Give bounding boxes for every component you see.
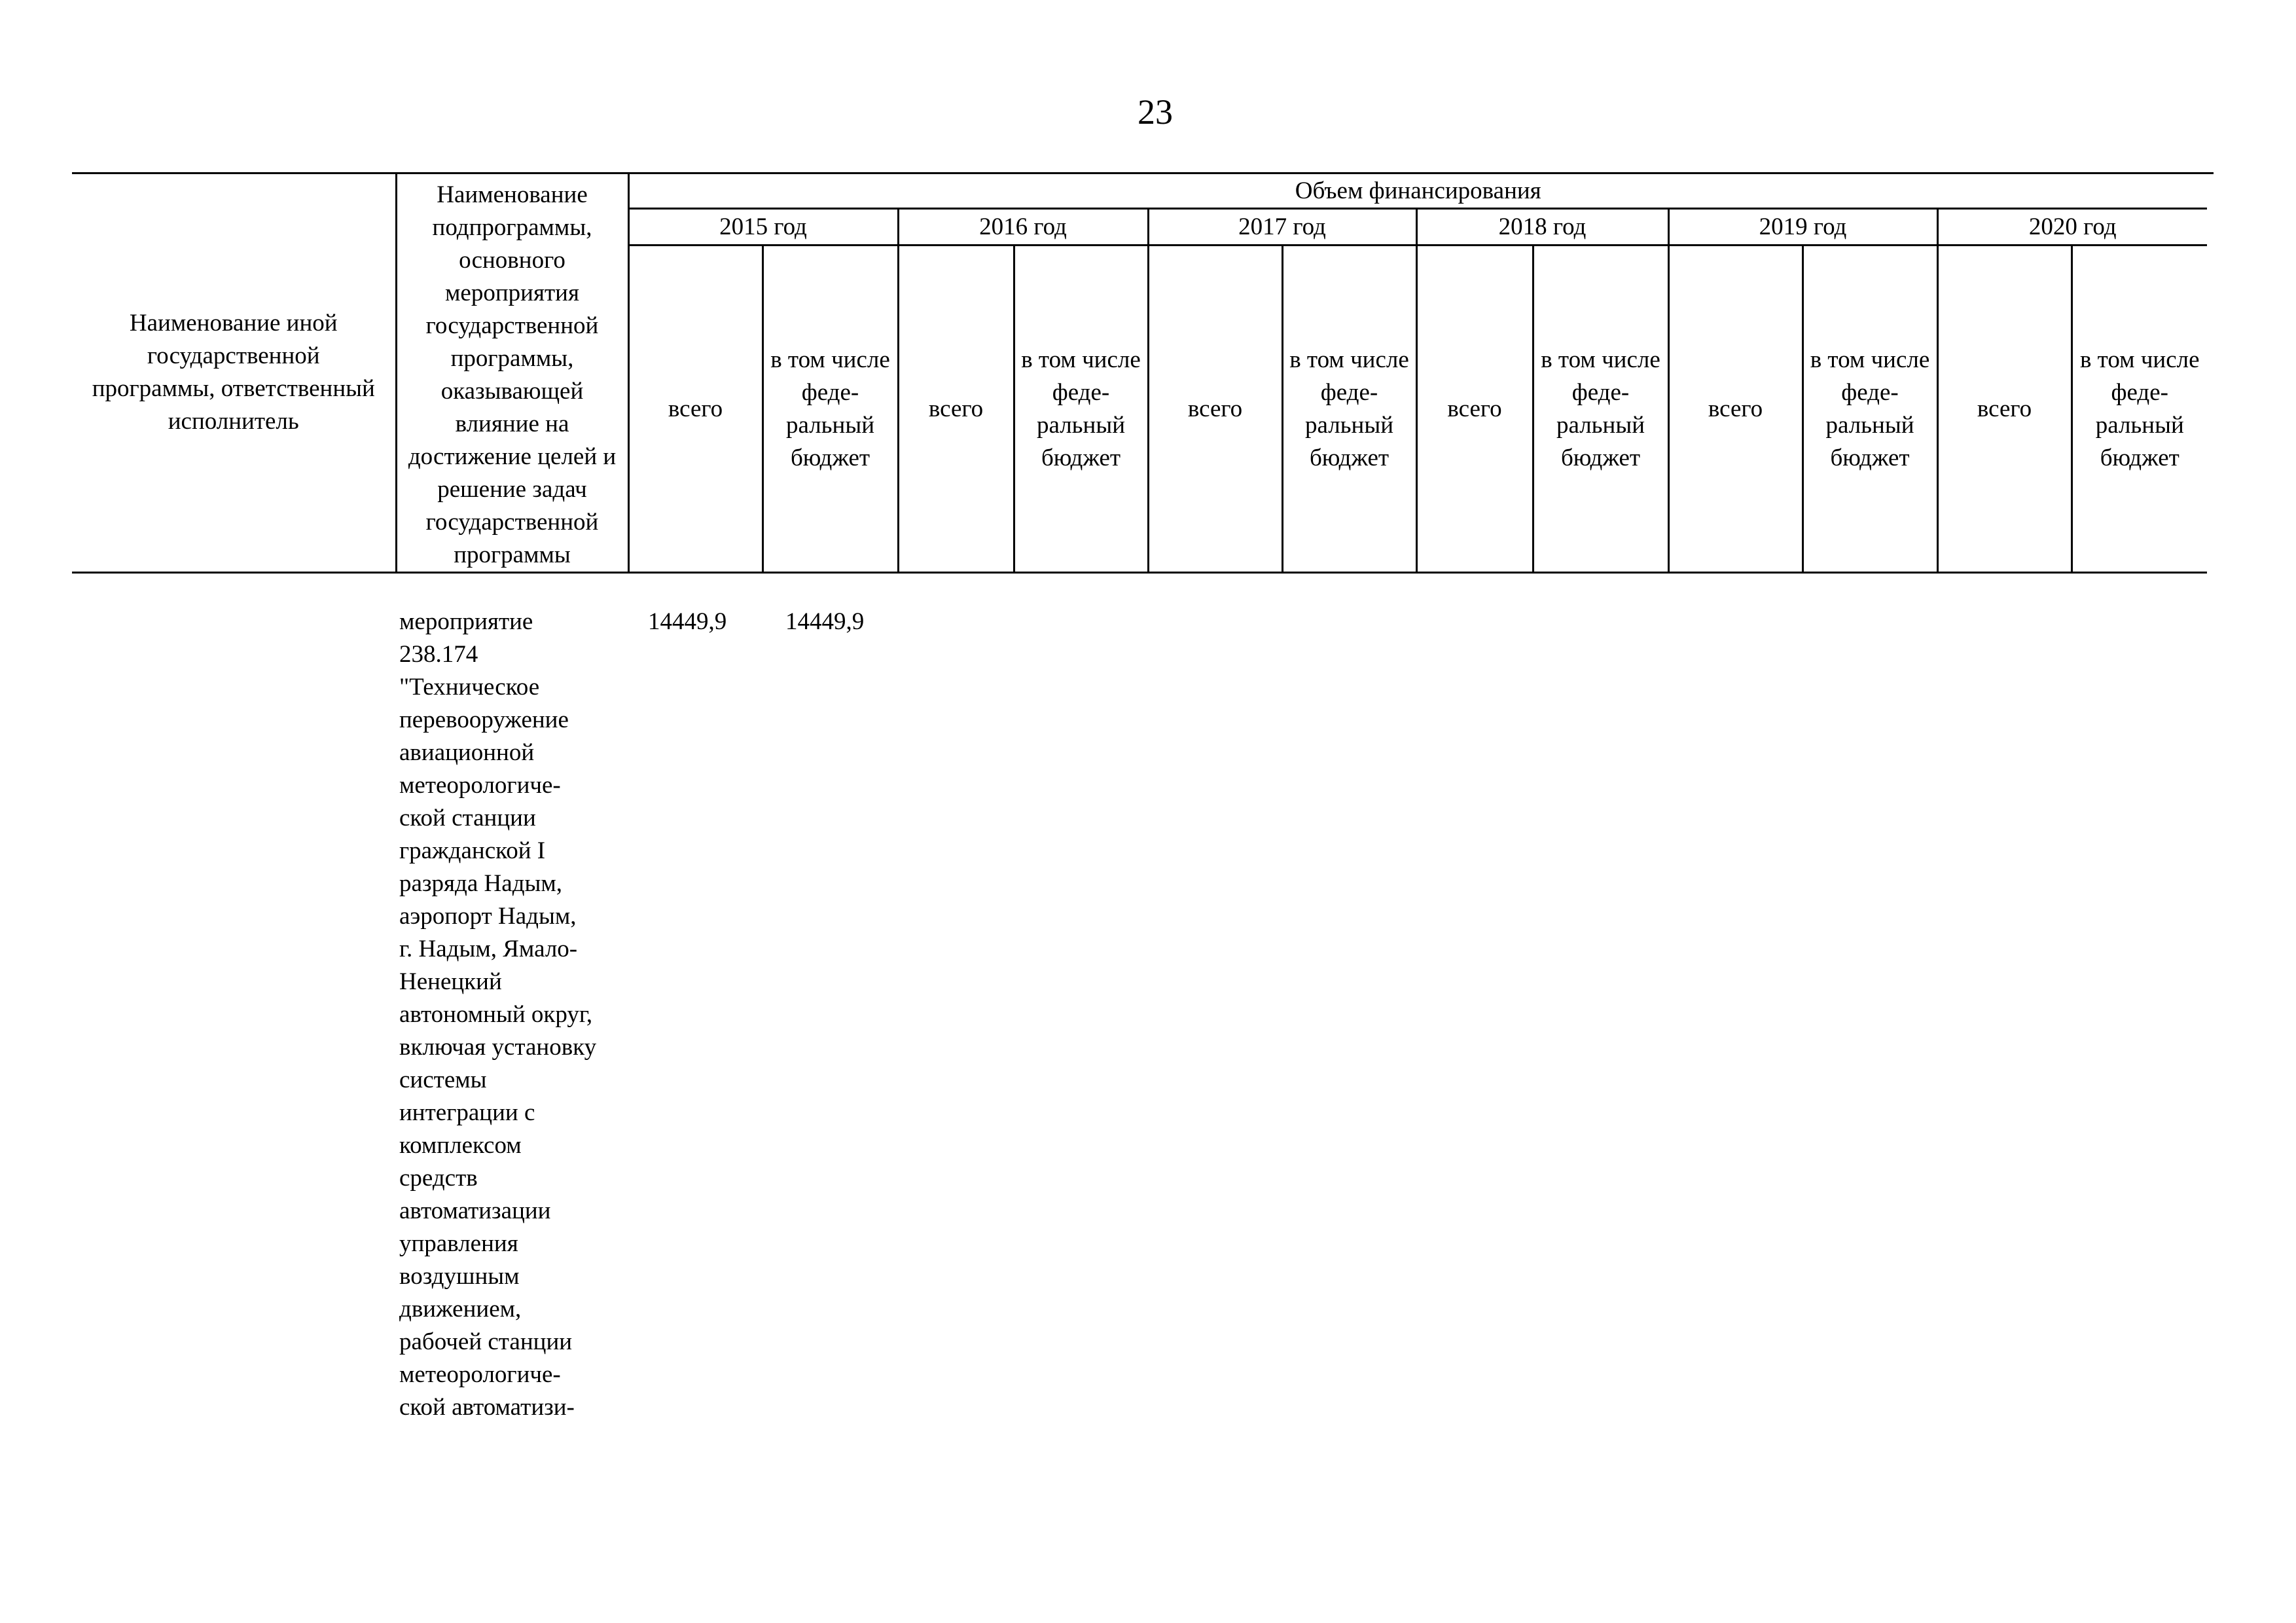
row-federal-2015: 14449,9 (785, 608, 865, 635)
header-year-2019: 2019 год (1668, 209, 1937, 246)
header-year-2016: 2016 год (898, 209, 1148, 246)
header-funding-title: Объем финансирования (628, 173, 2207, 209)
header-year-2020: 2020 год (1937, 209, 2207, 246)
header-total-2015: всего (628, 246, 762, 573)
header-total-2017: всего (1148, 246, 1282, 573)
page-number: 23 (1138, 92, 1173, 132)
header-total-2016: всего (898, 246, 1014, 573)
header-year-2018: 2018 год (1416, 209, 1668, 246)
header-total-2018: всего (1416, 246, 1533, 573)
header-year-2015: 2015 год (628, 209, 898, 246)
header-program-name: Наименование иной государственной программы, ответственный исполнитель (72, 173, 396, 573)
header-measure-name: Наименование подпрограммы, основного мероприятия государственной программы, оказывающей влияние на достижение целей и решение задач государственной программы (396, 173, 628, 573)
row-total-2015: 14449,9 (648, 608, 727, 635)
header-total-2020: всего (1937, 246, 2072, 573)
header-federal-2020: в том числе феде- ральный бюджет (2072, 246, 2207, 573)
table-header (72, 173, 2207, 574)
header-federal-2019: в том числе феде- ральный бюджет (1803, 246, 1937, 573)
header-year-2017: 2017 год (1148, 209, 1416, 246)
header-federal-2018: в том числе феде- ральный бюджет (1533, 246, 1668, 573)
row-measure-name: мероприятие 238.174 "Техническое перевооружение авиационной метеорологиче- ской станции гражданской I разряда Надым, аэропорт Надым, г. Надым, Ямало- Ненецкий автономный округ, включая установку системы интеграции с комплексом средств автоматизации управления воздушным движением, рабочей станции метеорологиче- ской автоматизи- (399, 608, 597, 1421)
header-table (72, 173, 2207, 574)
header-federal-2016: в том числе феде- ральный бюджет (1014, 246, 1148, 573)
header-total-2019: всего (1668, 246, 1803, 573)
header-federal-2017: в том числе феде- ральный бюджет (1282, 246, 1416, 573)
header-federal-2015: в том числе феде- ральный бюджет (762, 246, 898, 573)
